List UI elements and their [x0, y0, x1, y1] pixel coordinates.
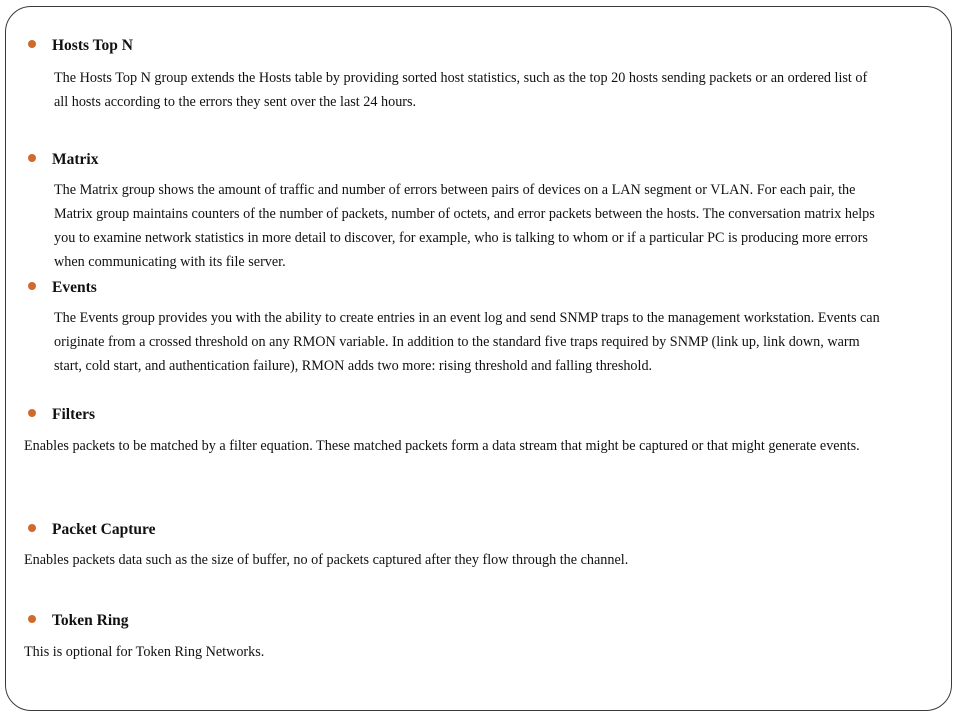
- section-heading-hosts-top-n: [28, 36, 133, 56]
- section-body-events: The Events group provides you with the ability to create entries in an event log and send SNMP traps to the management workstation. Events can originate from a crossed threshold on any RMON variable. In addition to the standard five traps required by SNMP (link up, link down, warm start, cold start, and authentication failure), RMON adds two more: rising threshold and falling threshold.: [54, 310, 880, 374]
- section-title: Filters: [52, 406, 96, 423]
- section-body-packet-capture: Enables packets data such as the size of buffer, no of packets captured after they flow through the channel.: [24, 552, 629, 568]
- section-body-filters: Enables packets to be matched by a filter equation. These matched packets form a data stream that might be captured or that might generate events.: [24, 438, 860, 454]
- section-heading-filters: [28, 405, 95, 425]
- section-heading-events: [28, 278, 97, 298]
- section-title: Token Ring: [52, 612, 129, 629]
- bullet-icon: [28, 282, 36, 290]
- section-title: Events: [52, 279, 97, 296]
- section-title: Packet Capture: [52, 521, 156, 538]
- bullet-icon: [28, 615, 36, 623]
- bullet-icon: [28, 409, 36, 417]
- section-body-token-ring: This is optional for Token Ring Networks.: [24, 644, 265, 660]
- section-title: Matrix: [52, 151, 99, 168]
- bullet-icon: [28, 154, 36, 162]
- section-heading-matrix: [28, 150, 98, 170]
- bullet-icon: [28, 40, 36, 48]
- section-heading-packet-capture: [28, 520, 155, 540]
- section-title: Hosts Top N: [52, 37, 133, 54]
- bullet-icon: [28, 524, 36, 532]
- section-body-matrix: The Matrix group shows the amount of traffic and number of errors between pairs of devices on a LAN segment or VLAN. For each pair, the Matrix group maintains counters of the number of packets, number of octets, and error packets between the hosts. The conversation matrix helps you to examine network statistics in more detail to discover, for example, who is talking to whom or if a particular PC is producing more errors when communicating with its file server.: [54, 182, 875, 270]
- section-heading-token-ring: [28, 611, 129, 631]
- section-body-hosts-top-n: The Hosts Top N group extends the Hosts table by providing sorted host statistics, such as the top 20 hosts sending packets or an ordered list of all hosts according to the errors they sent over the last 24 hours.: [54, 70, 868, 110]
